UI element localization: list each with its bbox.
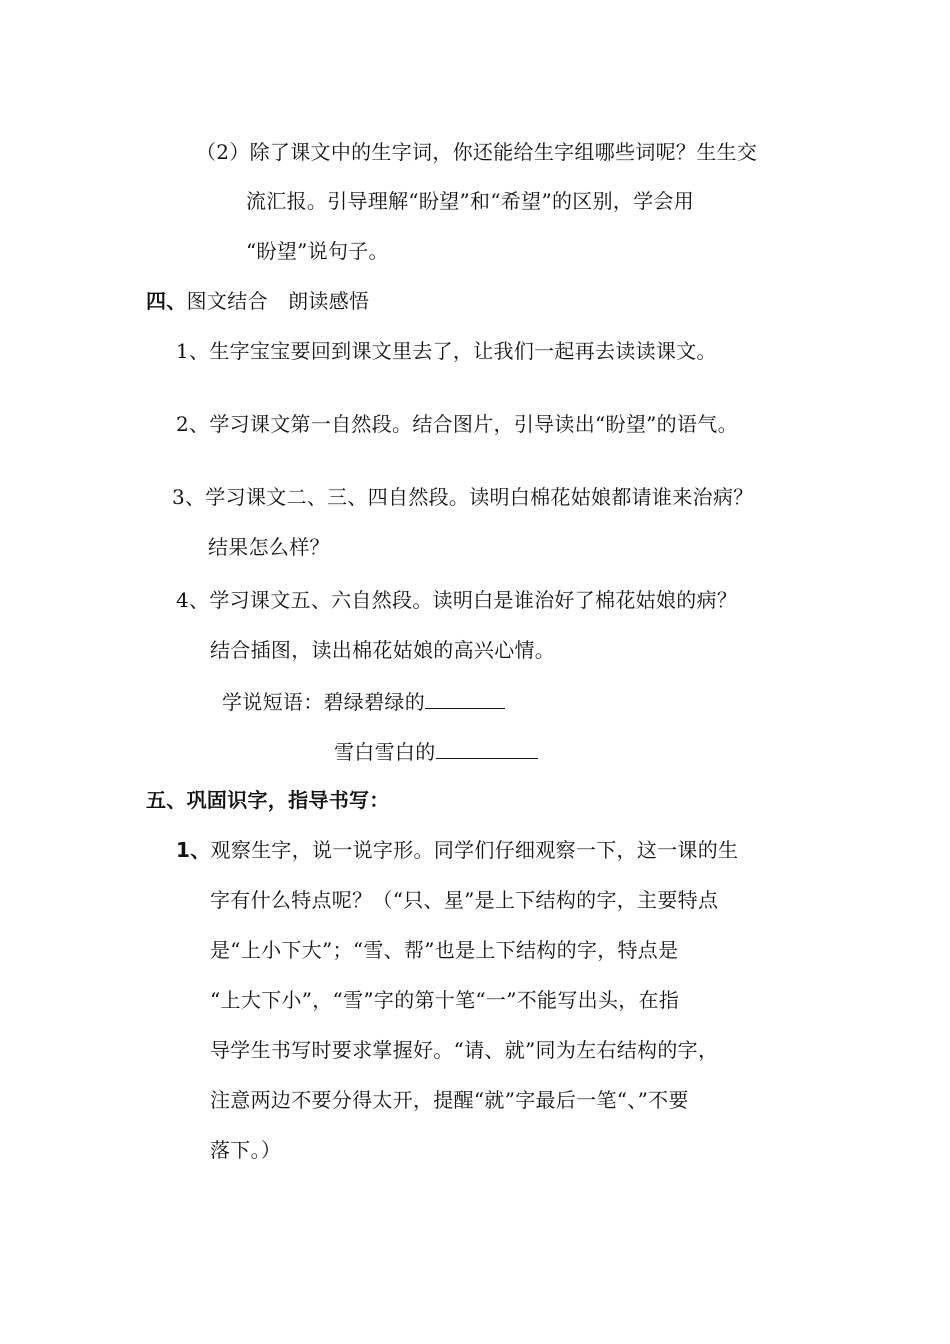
paragraph-line: （2）除了课文中的生字词，你还能给生字组哪些词呢？生生交 (196, 140, 758, 164)
list-item-continuation: 导学生书写时要求掌握好。“请、就”同为左右结构的字， (210, 1038, 719, 1062)
fill-blank-line (436, 736, 538, 759)
list-item-continuation: 是“上小下大”；“雪、帮”也是上下结构的字，特点是 (210, 938, 679, 962)
section-title: 图文结合 朗读感悟 (186, 289, 370, 313)
section-number: 四、 (146, 289, 187, 313)
phrase-exercise (334, 736, 538, 766)
list-item-continuation: 注意两边不要分得太开，提醒“就”字最后一笔“、”不要 (210, 1088, 689, 1112)
list-item-continuation: 结合插图，读出棉花姑娘的高兴心情。 (210, 638, 556, 662)
paragraph-line: “盼望”说句子。 (246, 239, 389, 263)
list-item: 4、学习课文五、六自然段。读明白是谁治好了棉花姑娘的病？ (176, 588, 738, 612)
list-item: 2、学习课文第一自然段。结合图片，引导读出“盼望”的语气。 (176, 412, 738, 436)
phrase-text: 雪白雪白的 (334, 740, 436, 764)
list-item-number: 1、 (176, 838, 211, 862)
list-item (176, 836, 738, 864)
fill-blank-line (425, 686, 505, 709)
phrase-label: 学说短语：碧绿碧绿的 (222, 690, 425, 714)
phrase-exercise (222, 686, 505, 716)
list-item-continuation: 结果怎么样？ (208, 535, 330, 559)
list-item-continuation: 字有什么特点呢？（“只、星”是上下结构的字，主要特点 (210, 888, 719, 912)
section-heading (146, 287, 369, 315)
list-item-text: 观察生字，说一说字形。同学们仔细观察一下，这一课的生 (210, 838, 739, 862)
list-item-continuation: “上大下小”，“雪”字的第十笔“一”不能写出头，在指 (210, 988, 680, 1012)
paragraph-line: 流汇报。引导理解“盼望”和“希望”的区别，学会用 (246, 189, 695, 213)
list-item: 3、学习课文二、三、四自然段。读明白棉花姑娘都请谁来治病？ (172, 485, 754, 509)
list-item-continuation: 落下。） (210, 1138, 282, 1162)
section-heading: 五、巩固识字，指导书写： (146, 788, 390, 812)
list-item: 1、生字宝宝要回到课文里去了，让我们一起再去读读课文。 (176, 339, 717, 363)
